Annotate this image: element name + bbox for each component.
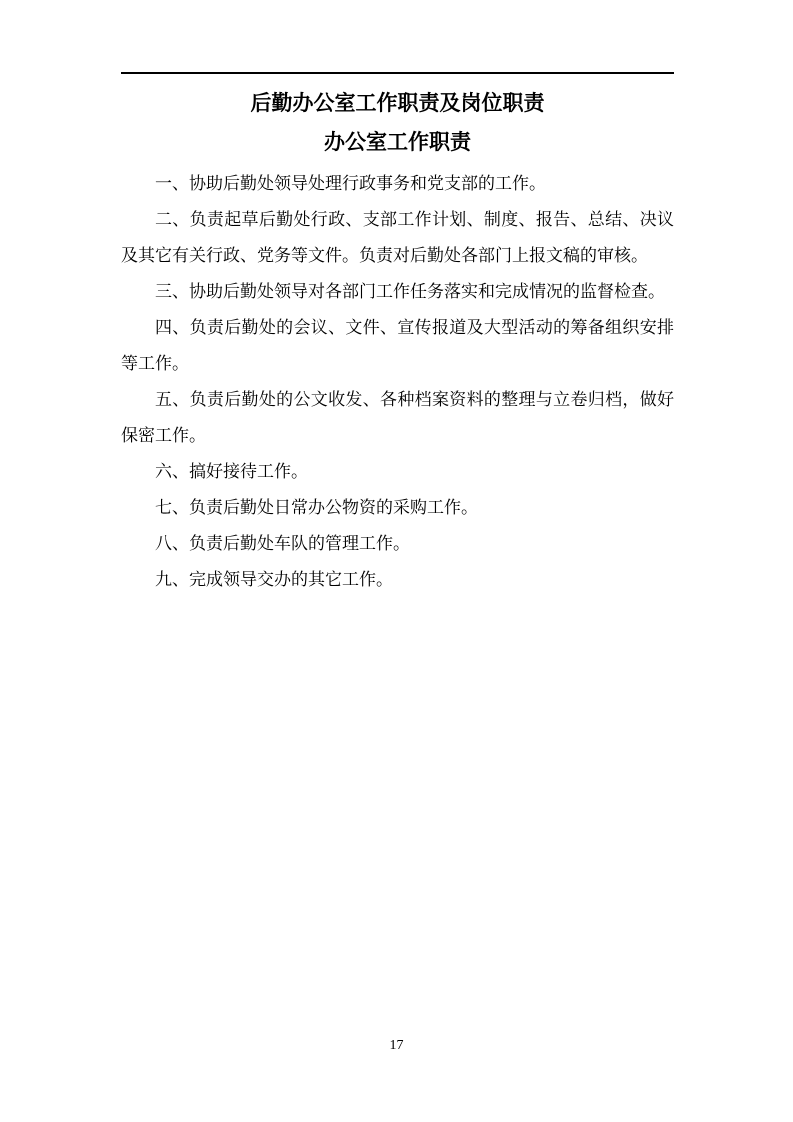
duty-item-2: 二、负责起草后勤处行政、支部工作计划、制度、报告、总结、决议及其它有关行政、党务等文件。负责对后勤处各部门上报文稿的审核。 (121, 210, 674, 266)
duty-list (121, 166, 674, 598)
page-number: 17 (389, 1038, 404, 1053)
duty-item-8: 八、负责后勤处车队的管理工作。 (155, 534, 410, 554)
duty-item-1: 一、协助后勤处领导处理行政事务和党支部的工作。 (155, 174, 546, 194)
header-rule (121, 72, 674, 74)
duty-item-5: 五、负责后勤处的公文收发、各种档案资料的整理与立卷归档，做好保密工作。 (121, 390, 674, 446)
duty-item-4: 四、负责后勤处的会议、文件、宣传报道及大型活动的筹备组织安排等工作。 (121, 318, 674, 374)
document-title: 后勤办公室工作职责及岗位职责 (250, 91, 545, 115)
section-title: 办公室工作职责 (324, 130, 471, 154)
duty-item-3: 三、协助后勤处领导对各部门工作任务落实和完成情况的监督检查。 (155, 282, 665, 302)
duty-item-7: 七、负责后勤处日常办公物资的采购工作。 (155, 498, 478, 518)
duty-item-6: 六、搞好接待工作。 (155, 462, 308, 482)
duty-item-9: 九、完成领导交办的其它工作。 (155, 570, 393, 590)
